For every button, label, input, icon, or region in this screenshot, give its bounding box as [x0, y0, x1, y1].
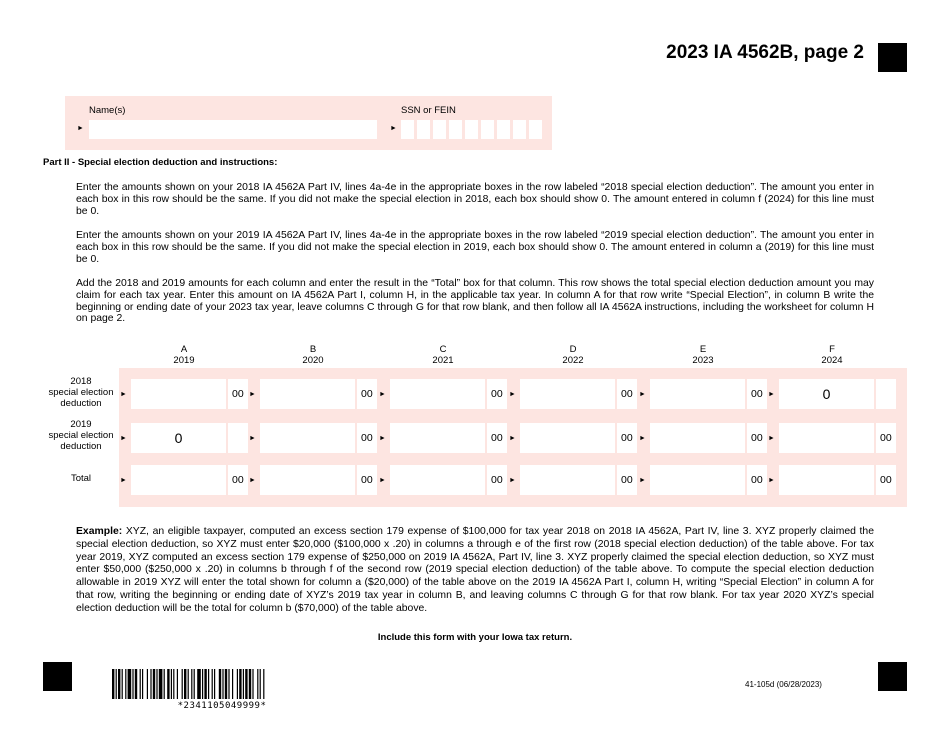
- barcode-bar: [245, 669, 247, 699]
- column-letter: C: [439, 344, 447, 355]
- name-input[interactable]: [89, 120, 377, 139]
- barcode-bar: [132, 669, 133, 699]
- barcode-bar: [212, 669, 213, 699]
- field-arrow-icon: ►: [379, 477, 386, 484]
- row-label-line: special election: [48, 387, 114, 398]
- amount-value: [131, 465, 226, 495]
- field-arrow-icon: ►: [249, 391, 256, 398]
- row-label-line: special election: [48, 430, 114, 441]
- part-2-heading: Part II - Special election deduction and instructions:: [43, 157, 278, 168]
- cents-value: 00: [491, 474, 503, 486]
- include-note: Include this form with your Iowa tax return.: [377, 632, 573, 643]
- amount-value: [520, 423, 615, 453]
- amount-value: [131, 379, 226, 409]
- registration-mark-bottom-left: [43, 662, 72, 691]
- barcode-bar: [125, 669, 126, 699]
- barcode-bar: [191, 669, 192, 699]
- row-label-line: deduction: [60, 398, 102, 409]
- barcode-bar: [142, 669, 143, 699]
- barcode-bar: [239, 669, 241, 699]
- column-letter: F: [829, 344, 835, 355]
- barcode-bar: [135, 669, 137, 699]
- barcode-bar: [159, 669, 163, 699]
- field-arrow-icon: ►: [639, 391, 646, 398]
- field-arrow-icon: ►: [379, 435, 386, 442]
- column-year: 2022: [562, 355, 584, 366]
- field-arrow-icon: ►: [120, 435, 127, 442]
- column-header-d: [513, 344, 633, 366]
- barcode-bar: [118, 669, 120, 699]
- barcode-bar: [116, 669, 117, 699]
- cents-value: 00: [491, 432, 503, 444]
- barcode-bar: [204, 669, 206, 699]
- barcode: [112, 669, 332, 699]
- field-arrow-icon: ►: [120, 477, 127, 484]
- barcode-bar: [177, 669, 178, 699]
- amount-value: [390, 379, 485, 409]
- barcode-bar: [232, 669, 233, 699]
- ssn-label: SSN or FEIN: [401, 105, 456, 116]
- field-arrow-icon: ►: [509, 477, 516, 484]
- cents-value: 00: [880, 474, 892, 486]
- field-arrow-icon: ►: [768, 435, 775, 442]
- field-arrow-icon: ►: [768, 477, 775, 484]
- ssn-digit-cell[interactable]: [529, 120, 542, 139]
- amount-value: [779, 465, 874, 495]
- cents-value: 00: [621, 388, 633, 400]
- barcode-bar: [260, 669, 261, 699]
- name-arrow-icon: ►: [77, 125, 84, 132]
- column-header-e: [643, 344, 763, 366]
- row-label: [43, 376, 119, 409]
- field-arrow-icon: ►: [379, 391, 386, 398]
- amount-value: [260, 465, 355, 495]
- column-letter: A: [180, 344, 188, 355]
- barcode-bar: [208, 669, 209, 699]
- cents-value: 00: [751, 474, 763, 486]
- cents-value: 00: [361, 432, 373, 444]
- cents-value: 00: [751, 432, 763, 444]
- cents-value: 00: [751, 388, 763, 400]
- barcode-bar: [222, 669, 223, 699]
- identity-box: [65, 96, 552, 150]
- ssn-digit-cell[interactable]: [513, 120, 526, 139]
- row-label-line: Total: [70, 473, 92, 484]
- barcode-bar: [112, 669, 114, 699]
- amount-value: [260, 379, 355, 409]
- barcode-text: *2341105049999*: [177, 701, 267, 711]
- barcode-bar: [156, 669, 157, 699]
- name-label: Name(s): [89, 105, 126, 116]
- cents-value: 00: [232, 474, 244, 486]
- barcode-bar: [263, 669, 264, 699]
- cents-value: 00: [232, 388, 244, 400]
- cents-value: 00: [621, 474, 633, 486]
- instruction-paragraph-1: Enter the amounts shown on your 2018 IA 4562A Part IV, lines 4a-4e in the appropriate boxes in the row labeled “2018 special election deduction”. The amount you enter in each box in this row should be the same. If you did not make the special election in 2018, each box should show 0. The amount entered in column f (2024) for this line must be 0.: [76, 182, 874, 217]
- ssn-digit-cell[interactable]: [433, 120, 446, 139]
- barcode-bar: [214, 669, 215, 699]
- field-arrow-icon: ►: [120, 391, 127, 398]
- column-header-a: [124, 344, 244, 366]
- instruction-paragraph-3: Add the 2018 and 2019 amounts for each column and enter the result in the “Total” box for that column. This row shows the total special election deduction amount you may claim for each tax year. Enter this amount on IA 4562A Part I, column H, in the applicable tax year. In column A for that row write “Special Election”, in column B write the beginning or ending date of your 2023 tax year, leave columns C through G for that row blank, and then follow all IA 4562A instructions, including the worksheet for column H on page 2.: [76, 278, 874, 325]
- row-label: [43, 419, 119, 452]
- field-arrow-icon: ►: [509, 435, 516, 442]
- amount-value: [650, 379, 745, 409]
- column-year: 2021: [432, 355, 454, 366]
- registration-mark-top-right: [878, 43, 907, 72]
- barcode-bar: [140, 669, 141, 699]
- amount-value: [390, 465, 485, 495]
- row-label-line: 2018: [70, 376, 92, 387]
- form-id: 41-105d (06/28/2023): [745, 680, 822, 689]
- column-year: 2019: [173, 355, 195, 366]
- field-arrow-icon: ►: [249, 435, 256, 442]
- amount-value: [260, 423, 355, 453]
- field-arrow-icon: ►: [249, 477, 256, 484]
- ssn-digit-cell[interactable]: [401, 120, 414, 139]
- amount-value: [520, 465, 615, 495]
- row-label: [43, 473, 119, 484]
- barcode-bar: [225, 669, 227, 699]
- barcode-bar: [188, 669, 189, 699]
- amount-value: [520, 379, 615, 409]
- cents-value: 00: [361, 474, 373, 486]
- barcode-bar: [171, 669, 172, 699]
- barcode-bar: [194, 669, 195, 699]
- barcode-bar: [164, 669, 165, 699]
- amount-value: [390, 423, 485, 453]
- column-header-c: [383, 344, 503, 366]
- amount-value: [650, 465, 745, 495]
- field-arrow-icon: ►: [768, 391, 775, 398]
- barcode-bar: [257, 669, 258, 699]
- row-label-line: deduction: [60, 441, 102, 452]
- barcode-bar: [182, 669, 183, 699]
- amount-value: [650, 423, 745, 453]
- barcode-bar: [147, 669, 148, 699]
- column-year: 2020: [302, 355, 324, 366]
- barcode-bar: [184, 669, 186, 699]
- barcode-bar: [249, 669, 251, 699]
- column-letter: E: [699, 344, 707, 355]
- barcode-bar: [252, 669, 253, 699]
- amount-value: 0: [174, 430, 183, 446]
- barcode-bar: [150, 669, 151, 699]
- barcode-bar: [243, 669, 244, 699]
- ssn-digit-cell[interactable]: [465, 120, 478, 139]
- form-title: 2023 IA 4562B, page 2: [666, 42, 864, 63]
- barcode-bar: [167, 669, 169, 699]
- column-header-f: [772, 344, 892, 366]
- column-header-b: [253, 344, 373, 366]
- barcode-bar: [128, 669, 132, 699]
- cents-field[interactable]: [876, 379, 896, 409]
- barcode-bar: [219, 669, 221, 699]
- cents-value: 00: [880, 432, 892, 444]
- column-letter: D: [569, 344, 577, 355]
- column-year: 2023: [692, 355, 714, 366]
- ssn-digit-cell[interactable]: [417, 120, 430, 139]
- barcode-bar: [197, 669, 201, 699]
- cents-value: 00: [491, 388, 503, 400]
- example-text: XYZ, an eligible taxpayer, computed an excess section 179 expense of $100,000 for tax year 2018 on 2018 IA 4562A, Part IV, line 3. XYZ properly claimed the special election deduction, so XYZ must enter $20,000 ($100,000 x .20) in columns a through e of the first row (2018 special election deduction) of the table above. For tax year 2019, XYZ computed an excess section 179 expense of $250,000 on 2019 IA 4562A, Part IV, line 3. XYZ properly claimed the special election deduction, so XYZ must enter $50,000 ($250,000 x .20) in columns b through f of the second row (2019 special election deduction) of the table above. To compute the special election deduction allowable in 2019 XYZ will enter the total shown for column a ($20,000) of the table above on the 2019 IA 4562A Part I, column H, writing “Special Election” in column A for that row, writing the beginning or ending date of XYZ’s 2019 tax year in column B, and leaving columns C through G for that row blank. For tax year 2020 XYZ’s special election deduction will be the total for column b ($70,000) of the table above.: [76, 526, 874, 614]
- ssn-digit-cell[interactable]: [481, 120, 494, 139]
- column-year: 2024: [821, 355, 843, 366]
- barcode-bar: [237, 669, 238, 699]
- column-letter: B: [309, 344, 317, 355]
- amount-value: [779, 423, 874, 453]
- barcode-bar: [202, 669, 203, 699]
- ssn-digit-cell[interactable]: [497, 120, 510, 139]
- registration-mark-bottom-right: [878, 662, 907, 691]
- barcode-bar: [173, 669, 174, 699]
- ssn-arrow-icon: ►: [390, 125, 397, 132]
- instruction-paragraph-2: Enter the amounts shown on your 2019 IA 4562A Part IV, lines 4a-4e in the appropriate boxes in the row labeled “2019 special election deduction”. The amount you enter in each box in this row should be the same. If you did not make the special election in 2019, each box should show 0. The amount entered in column a (2019) for this line must be 0.: [76, 230, 874, 265]
- barcode-bar: [122, 669, 123, 699]
- cents-value: 00: [621, 432, 633, 444]
- example-lead: Example:: [76, 526, 123, 537]
- barcode-bar: [153, 669, 155, 699]
- field-arrow-icon: ►: [639, 435, 646, 442]
- cents-field[interactable]: [228, 423, 248, 453]
- field-arrow-icon: ►: [509, 391, 516, 398]
- example-paragraph: [76, 526, 874, 616]
- amount-value: 0: [822, 386, 831, 402]
- ssn-digit-cell[interactable]: [449, 120, 462, 139]
- barcode-bar: [228, 669, 229, 699]
- field-arrow-icon: ►: [639, 477, 646, 484]
- row-label-line: 2019: [70, 419, 92, 430]
- cents-value: 00: [361, 388, 373, 400]
